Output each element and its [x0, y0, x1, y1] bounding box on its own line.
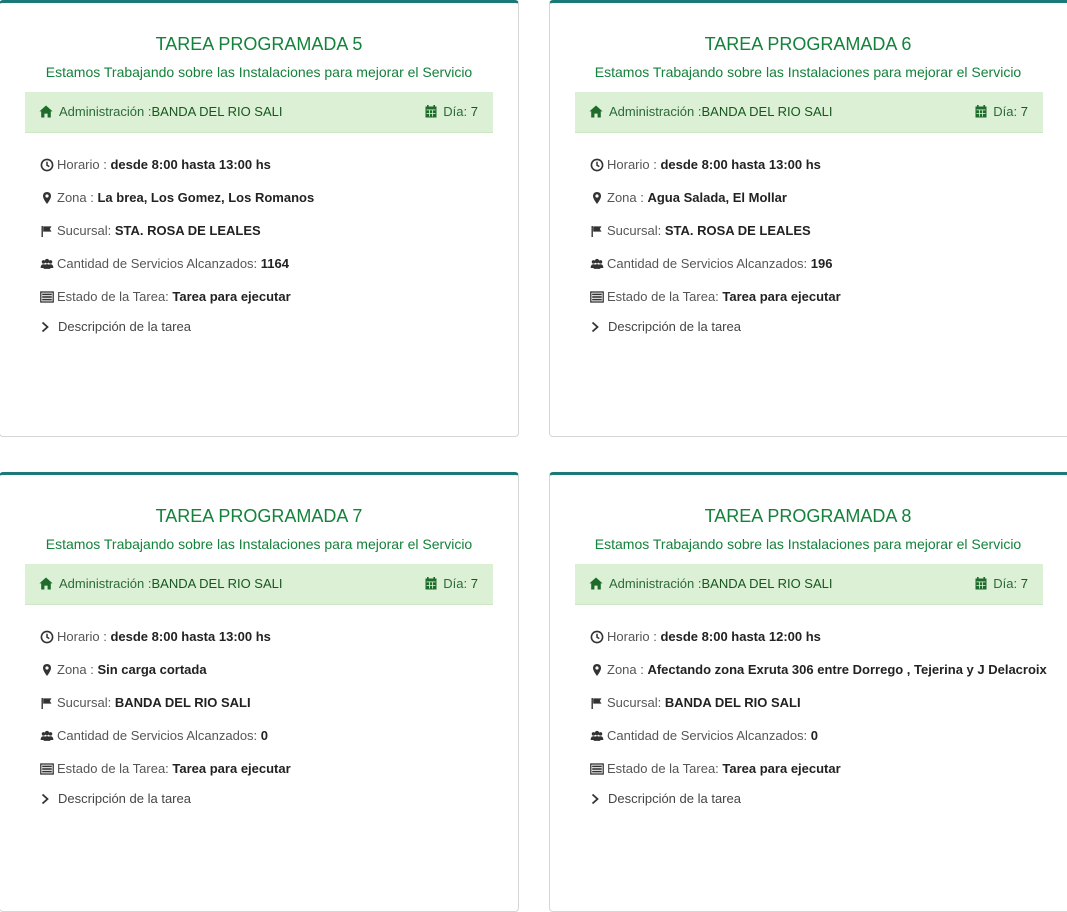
tasks-icon [40, 762, 54, 776]
dia-label: Día: [993, 576, 1021, 591]
zona-label: Zona : [607, 190, 648, 205]
task-card [0, 0, 519, 437]
task-card [549, 0, 1067, 437]
zona-label: Zona : [57, 662, 98, 677]
estado-value: Tarea para ejecutar [172, 761, 291, 776]
zona-row [590, 187, 1058, 209]
estado-row [590, 758, 1058, 780]
task-card [0, 472, 519, 912]
admin-bar [575, 564, 1043, 605]
sucursal-label: Sucursal: [57, 223, 115, 238]
estado-label: Estado de la Tarea: [607, 761, 723, 776]
task-details [590, 626, 1058, 806]
horario-row [40, 626, 498, 648]
dia-value: 7 [470, 104, 478, 119]
card-subtitle: Estamos Trabajando sobre las Instalaciones para mejorar el Servicio [594, 536, 1022, 552]
descripcion-toggle[interactable] [40, 791, 498, 806]
admin-label: Administración : [59, 104, 152, 119]
home-icon [589, 577, 603, 590]
estado-label: Estado de la Tarea: [607, 289, 723, 304]
tasks-icon [590, 762, 604, 776]
card-title: TAREA PROGRAMADA 8 [704, 506, 912, 526]
sucursal-value: STA. ROSA DE LEALES [114, 223, 261, 238]
sucursal-row [40, 692, 498, 714]
horario-value: desde 8:00 hasta 13:00 hs [660, 157, 821, 172]
estado-value: Tarea para ejecutar [722, 761, 841, 776]
clock-icon [590, 158, 604, 172]
task-card [549, 472, 1067, 912]
task-details [40, 154, 498, 334]
admin-info [39, 104, 283, 119]
map-marker-icon [40, 191, 54, 205]
estado-row [590, 286, 1058, 308]
zona-value: Agua Salada, El Mollar [647, 190, 787, 205]
zona-label: Zona : [607, 662, 648, 677]
descripcion-label: Descripción de la tarea [58, 319, 191, 334]
zona-value: Sin carga cortada [97, 662, 207, 677]
tasks-icon [40, 290, 54, 304]
zona-value: La brea, Los Gomez, Los Romanos [97, 190, 315, 205]
dia-info [425, 576, 478, 591]
descripcion-label: Descripción de la tarea [608, 319, 741, 334]
clock-icon [40, 630, 54, 644]
zona-row [40, 187, 498, 209]
servicios-row [590, 253, 1058, 275]
map-marker-icon [590, 191, 604, 205]
zona-value: Afectando zona Exruta 306 entre Dorrego , Tejerina y J Delacroix [647, 662, 1047, 677]
horario-label: Horario : [607, 157, 661, 172]
descripcion-label: Descripción de la tarea [58, 791, 191, 806]
horario-value: desde 8:00 hasta 13:00 hs [110, 629, 271, 644]
dia-info [425, 104, 478, 119]
servicios-label: Cantidad de Servicios Alcanzados: [607, 728, 811, 743]
estado-row [40, 286, 498, 308]
flag-icon [590, 224, 604, 238]
dia-info [975, 104, 1028, 119]
home-icon [39, 105, 53, 118]
admin-label: Administración : [59, 576, 152, 591]
admin-value: BANDA DEL RIO SALI [701, 104, 833, 119]
users-icon [590, 257, 604, 271]
admin-info [589, 576, 833, 591]
servicios-value: 196 [810, 256, 833, 271]
admin-bar [25, 564, 493, 605]
calendar-icon [975, 105, 987, 118]
chevron-right-icon [590, 321, 600, 333]
flag-icon [590, 696, 604, 710]
home-icon [39, 577, 53, 590]
dia-label: Día: [443, 104, 471, 119]
chevron-right-icon [40, 321, 50, 333]
flag-icon [40, 696, 54, 710]
home-icon [589, 105, 603, 118]
servicios-row [40, 725, 498, 747]
servicios-label: Cantidad de Servicios Alcanzados: [57, 728, 261, 743]
admin-value: BANDA DEL RIO SALI [151, 104, 283, 119]
users-icon [590, 729, 604, 743]
chevron-right-icon [40, 793, 50, 805]
horario-label: Horario : [607, 629, 661, 644]
task-details [590, 154, 1058, 334]
servicios-value: 0 [260, 728, 269, 743]
horario-value: desde 8:00 hasta 12:00 hs [660, 629, 821, 644]
sucursal-value: BANDA DEL RIO SALI [664, 695, 801, 710]
calendar-icon [425, 577, 437, 590]
zona-label: Zona : [57, 190, 98, 205]
descripcion-toggle[interactable] [590, 319, 1058, 334]
calendar-icon [425, 105, 437, 118]
card-subtitle: Estamos Trabajando sobre las Instalaciones para mejorar el Servicio [45, 64, 473, 80]
admin-value: BANDA DEL RIO SALI [701, 576, 833, 591]
horario-row [590, 626, 1058, 648]
horario-row [40, 154, 498, 176]
zona-row [590, 659, 1058, 681]
dia-value: 7 [470, 576, 478, 591]
estado-label: Estado de la Tarea: [57, 761, 173, 776]
card-title: TAREA PROGRAMADA 6 [704, 34, 912, 54]
servicios-row [590, 725, 1058, 747]
sucursal-label: Sucursal: [607, 695, 665, 710]
sucursal-row [590, 692, 1058, 714]
sucursal-row [590, 220, 1058, 242]
card-title: TAREA PROGRAMADA 5 [155, 34, 363, 54]
admin-value: BANDA DEL RIO SALI [151, 576, 283, 591]
dia-label: Día: [993, 104, 1021, 119]
descripcion-toggle[interactable] [590, 791, 1058, 806]
map-marker-icon [40, 663, 54, 677]
chevron-right-icon [590, 793, 600, 805]
calendar-icon [975, 577, 987, 590]
dia-info [975, 576, 1028, 591]
admin-label: Administración : [609, 104, 702, 119]
map-marker-icon [590, 663, 604, 677]
card-subtitle: Estamos Trabajando sobre las Instalaciones para mejorar el Servicio [594, 64, 1022, 80]
servicios-label: Cantidad de Servicios Alcanzados: [57, 256, 261, 271]
dia-label: Día: [443, 576, 471, 591]
estado-label: Estado de la Tarea: [57, 289, 173, 304]
sucursal-row [40, 220, 498, 242]
servicios-value: 0 [810, 728, 819, 743]
servicios-row [40, 253, 498, 275]
horario-value: desde 8:00 hasta 13:00 hs [110, 157, 271, 172]
admin-bar [575, 92, 1043, 133]
card-title: TAREA PROGRAMADA 7 [155, 506, 363, 526]
users-icon [40, 257, 54, 271]
admin-info [39, 576, 283, 591]
estado-row [40, 758, 498, 780]
horario-label: Horario : [57, 157, 111, 172]
dia-value: 7 [1020, 104, 1028, 119]
flag-icon [40, 224, 54, 238]
admin-info [589, 104, 833, 119]
descripcion-label: Descripción de la tarea [608, 791, 741, 806]
clock-icon [40, 158, 54, 172]
descripcion-toggle[interactable] [40, 319, 498, 334]
servicios-value: 1164 [260, 256, 289, 271]
sucursal-label: Sucursal: [607, 223, 665, 238]
task-details [40, 626, 498, 806]
estado-value: Tarea para ejecutar [172, 289, 291, 304]
horario-label: Horario : [57, 629, 111, 644]
clock-icon [590, 630, 604, 644]
admin-label: Administración : [609, 576, 702, 591]
horario-row [590, 154, 1058, 176]
estado-value: Tarea para ejecutar [722, 289, 841, 304]
dia-value: 7 [1020, 576, 1028, 591]
sucursal-value: BANDA DEL RIO SALI [114, 695, 251, 710]
admin-bar [25, 92, 493, 133]
sucursal-label: Sucursal: [57, 695, 115, 710]
zona-row [40, 659, 498, 681]
sucursal-value: STA. ROSA DE LEALES [664, 223, 811, 238]
servicios-label: Cantidad de Servicios Alcanzados: [607, 256, 811, 271]
tasks-icon [590, 290, 604, 304]
card-subtitle: Estamos Trabajando sobre las Instalaciones para mejorar el Servicio [45, 536, 473, 552]
users-icon [40, 729, 54, 743]
